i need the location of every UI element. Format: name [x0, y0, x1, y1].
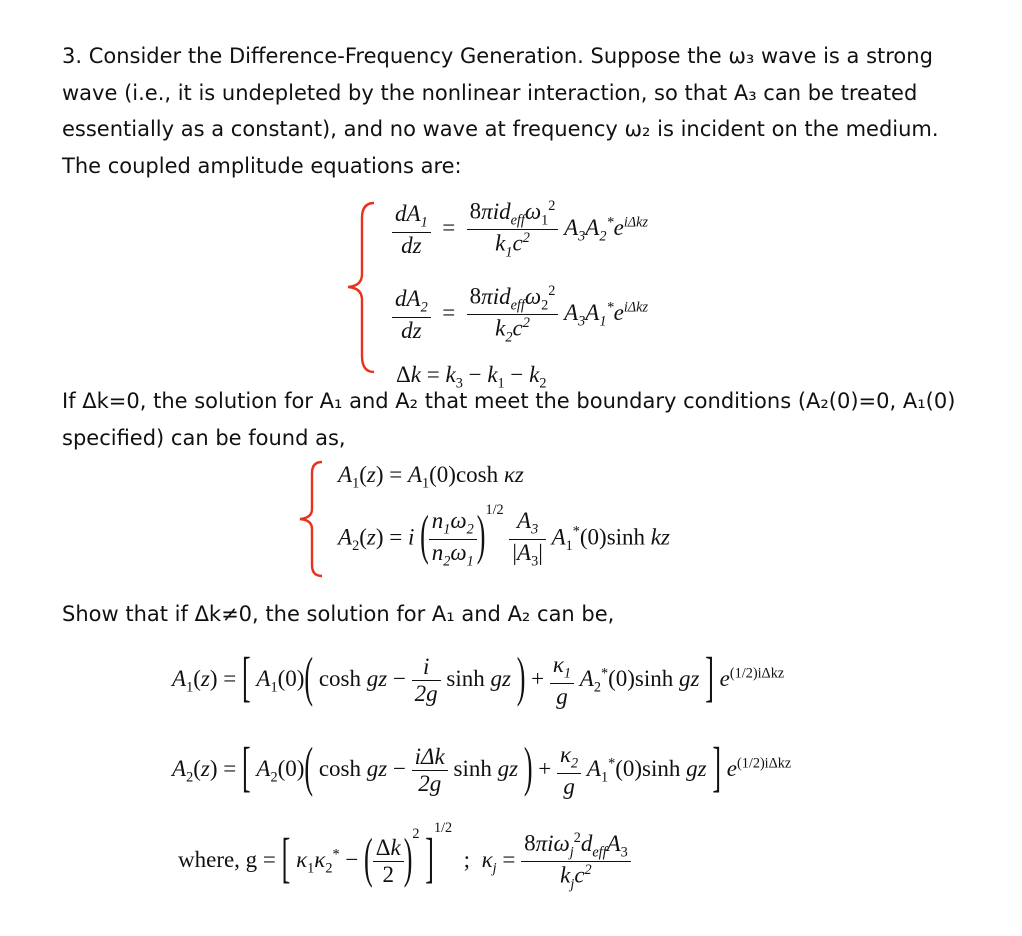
- equation-A1-dk0: $A_1(z) = A_1(0)\cosh$ κz: [338, 462, 524, 492]
- equation-dA1: $\frac{dA_1}{dz}$ = $\frac{8\pi id_{eff}\omega_1^2}{k_1c^2}$ $A_3A_2^*e^{i\Delta kz}$: [392, 198, 648, 262]
- equation-A2-general: $A_2(z)$ = [ $A_2(0)$( cosh gz − $\frac{\text{iΔk}}{2g}$ sinh gz ) + $\frac{\kappa_2}{g}$ $A_1^*(0)\sinh$ gz ] $e^{(1/2)i\Delta kz}$: [172, 736, 792, 799]
- equation-A1-general: $A_1(z)$ = [ $A_1(0)$( cosh gz − $\frac{i}{2g}$ sinh gz ) + $\frac{\kappa_1}{g}$ $A_2^*(0)\sinh$ gz ] $e^{(1/2)i\Delta kz}$: [172, 646, 785, 709]
- text-line: If Δk=0, the solution for A₁ and A₂ that meet the boundary conditions (A₂(0)=0, A₁(0): [62, 389, 956, 413]
- text-line: specified) can be found as,: [62, 425, 346, 450]
- dk-zero-text: [62, 383, 967, 456]
- solution-dk0-brace: [296, 459, 326, 579]
- problem-intro: [62, 38, 967, 184]
- equation-phase-mismatch: $\Delta k = k_3 - k_1 - k_2$: [396, 362, 547, 392]
- coupled-equations-brace: [342, 200, 376, 375]
- intro-line: essentially as a constant), and no wave at frequency ω₂ is incident on the medium.: [62, 117, 939, 141]
- separator: ;: [463, 847, 471, 873]
- intro-line: wave (i.e., it is undepleted by the nonlinear interaction, so that A₃ can be treated: [62, 80, 918, 105]
- definition-g: where, g = [ $\kappa_1\kappa_2^*$ − ( $\frac{\Delta k}{2}$ )$^2$ ]$^{1/2}$ ; $\kappa_j$ = $\frac{8\pi i\omega_j^2d_{eff}A_3}{k_jc^2}$: [178, 830, 631, 894]
- intro-line: The coupled amplitude equations are:: [62, 153, 462, 178]
- where-label: where, g =: [178, 847, 276, 873]
- equation-dA2: $\frac{dA_2}{dz}$ = $\frac{8\pi id_{eff}\omega_2^2}{k_2c^2}$ $A_3A_1^*e^{i\Delta kz}$: [392, 283, 648, 347]
- intro-line: 3. Consider the Difference-Frequency Generation. Suppose the ω₃ wave is a strong: [62, 44, 933, 68]
- equation-A2-dk0: $A_2(z) = i$ ( $\frac{n_1\omega_2}{n_2\omega_1}$ )$^{1/2}$ $\frac{A_3}{|A_3|}$ $A_1^*(0)\sinh$ kz: [338, 501, 670, 570]
- show-statement: Show that if Δk≠0, the solution for A₁ and A₂ can be,: [62, 602, 615, 626]
